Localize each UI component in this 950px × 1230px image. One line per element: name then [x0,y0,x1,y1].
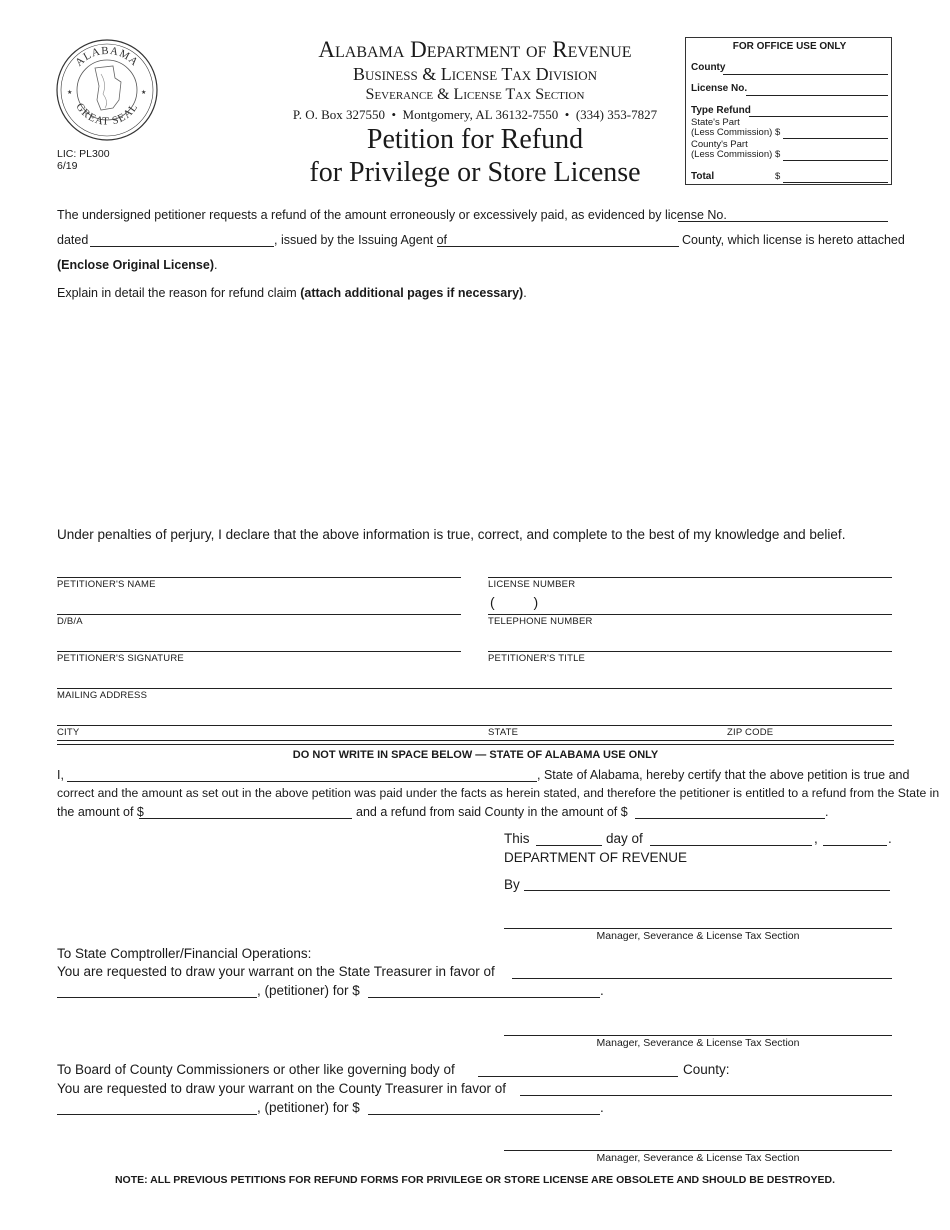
telephone-field[interactable] [488,614,892,615]
year-field[interactable] [823,845,887,846]
signature-field[interactable] [57,651,461,652]
svg-text:★: ★ [141,90,147,96]
signature-label: PETITIONER'S SIGNATURE [57,653,184,664]
certify-i-label: I, [57,768,64,782]
state-warrant-amount-field[interactable] [368,997,600,998]
page-subtitle: for Privilege or Store License [309,157,641,188]
office-use-box [685,37,892,185]
division-name: Business & License Tax Division [352,64,598,84]
state-petitioner-field[interactable] [57,997,257,998]
office-license-label: License No. [691,83,748,94]
state-warrant-text: You are requested to draw your warrant on the State Treasurer in favor of [57,964,495,979]
day-of-label: day of [606,831,643,846]
svg-text:★: ★ [67,90,73,96]
state-label: STATE [488,727,519,738]
certify-statement: , State of Alabama, hereby certify that the above petition is true and [537,768,910,782]
state-use-heading: DO NOT WRITE IN SPACE BELOW — STATE OF ALABAMA USE ONLY [292,749,659,761]
license-number-label: LICENSE NUMBER [488,579,576,590]
county-petitioner-field[interactable] [57,1114,257,1115]
this-label: This [504,831,530,846]
petitioner-title-field[interactable] [488,651,892,652]
svg-text:GREAT SEAL [73,101,140,128]
county-board-heading: To Board of County Commissioners or other like governing body of [57,1062,455,1077]
obsolete-forms-note: NOTE: ALL PREVIOUS PETITIONS FOR REFUND FORMS FOR PRIVILEGE OR STORE LICENSE ARE OBSOLETE AND SHOULD BE DESTROYED. [114,1174,836,1186]
county-warrant-payee-field[interactable] [520,1095,892,1096]
manager-signature-1[interactable] [504,928,892,929]
county-amount-label: and a refund from said County in the amount of $ [356,805,628,819]
seal-bottom-text: GREAT SEAL [73,101,141,128]
license-no-field[interactable] [678,221,888,222]
perjury-declaration: Under penalties of perjury, I declare that the above information is true, correct, and complete to the best of my knowledge and belief. [57,527,846,542]
office-use-heading: FOR OFFICE USE ONLY [732,41,847,52]
month-field[interactable] [650,845,812,846]
manager-title-3: Manager, Severance & License Tax Section [596,1152,800,1164]
refund-reason-area[interactable] [57,305,892,515]
state-amount-label: the amount of $ [57,805,144,819]
mailing-address-field[interactable] [57,688,892,689]
certifier-name-field[interactable] [67,781,537,782]
manager-title-2: Manager, Severance & License Tax Section [596,1037,800,1049]
attach-pages-note: (attach additional pages if necessary) [300,286,524,300]
county-colon-label: County: [683,1062,730,1077]
department-name: Alabama Department of Revenue [318,37,632,62]
state-amount-field[interactable] [139,818,352,819]
mailing-address-label: MAILING ADDRESS [57,690,148,701]
office-type-refund-label: Type Refund [691,105,751,116]
office-less-commission-1: (Less Commission) [691,127,773,138]
dba-label: D/B/A [57,616,83,627]
section-divider [57,740,894,741]
dated-label: dated [57,233,89,247]
form-revision-date: 6/19 [57,160,78,172]
department-of-revenue-label: DEPARTMENT OF REVENUE [504,850,688,865]
county-warrant-amount-field[interactable] [368,1114,600,1115]
office-countys-part-label: County's Part [691,139,748,150]
issued-by-label: , issued by the Issuing Agent of [274,233,448,247]
issuing-agent-field[interactable] [437,246,679,247]
county-attached-label: County, which license is hereto attached [682,233,905,247]
state-warrant-payee-field[interactable] [512,978,892,979]
petitioner-name-label: PETITIONER'S NAME [57,579,156,590]
office-total-label: Total [691,171,715,182]
manager-title-1: Manager, Severance & License Tax Section [596,930,800,942]
office-dollar-1: $ [775,127,781,138]
office-states-part-label: State's Part [691,117,740,128]
page-title: Petition for Refund [366,124,584,155]
city-state-zip-field[interactable] [57,725,892,726]
office-less-commission-2: (Less Commission) [691,149,773,160]
county-amount-field[interactable] [635,818,825,819]
mailing-address-header: P. O. Box 327550 • Montgomery, AL 36132-7550 • (334) 353-7827 [292,107,658,122]
enclose-license-note: (Enclose Original License) [57,258,214,272]
county-name-field[interactable] [478,1076,678,1077]
petitioner-name-field[interactable] [57,577,461,578]
day-field[interactable] [536,845,602,846]
refund-request-text: The undersigned petitioner requests a refund of the amount erroneously or excessively paid, as evidenced by license No. [57,208,727,222]
petitioner-title-label: PETITIONER'S TITLE [488,653,586,664]
license-number-field[interactable] [488,577,892,578]
telephone-label: TELEPHONE NUMBER [488,616,593,627]
manager-signature-3[interactable] [504,1150,892,1151]
state-petitioner-for-label: , (petitioner) for $ [257,983,360,998]
certify-statement-2: correct and the amount as set out in the above petition was paid under the facts as herein stated, and therefore the petitioner is entitled to a refund from the State in [57,786,940,800]
by-label: By [504,877,520,892]
svg-text:ALABAMA [73,45,141,69]
section-name: Severance & License Tax Section [365,86,585,103]
phone-area-code-parens: ( ) [490,594,539,610]
by-signature-field[interactable] [524,890,890,891]
county-warrant-text: You are requested to draw your warrant on the County Treasurer in favor of [57,1081,507,1096]
dba-field[interactable] [57,614,461,615]
alabama-great-seal [55,38,159,142]
form-id: LIC: PL300 [57,148,110,160]
county-petitioner-for-label: , (petitioner) for $ [257,1100,360,1115]
dated-field[interactable] [90,246,274,247]
office-county-label: County [691,62,726,73]
zip-code-label: ZIP CODE [727,727,774,738]
explain-reason-label: Explain in detail the reason for refund claim [57,286,301,300]
city-label: CITY [57,727,80,738]
manager-signature-2[interactable] [504,1035,892,1036]
office-dollar-3: $ [775,171,781,182]
office-dollar-2: $ [775,149,781,160]
seal-top-text: ALABAMA [73,44,141,69]
comptroller-heading: To State Comptroller/Financial Operations: [57,946,312,961]
